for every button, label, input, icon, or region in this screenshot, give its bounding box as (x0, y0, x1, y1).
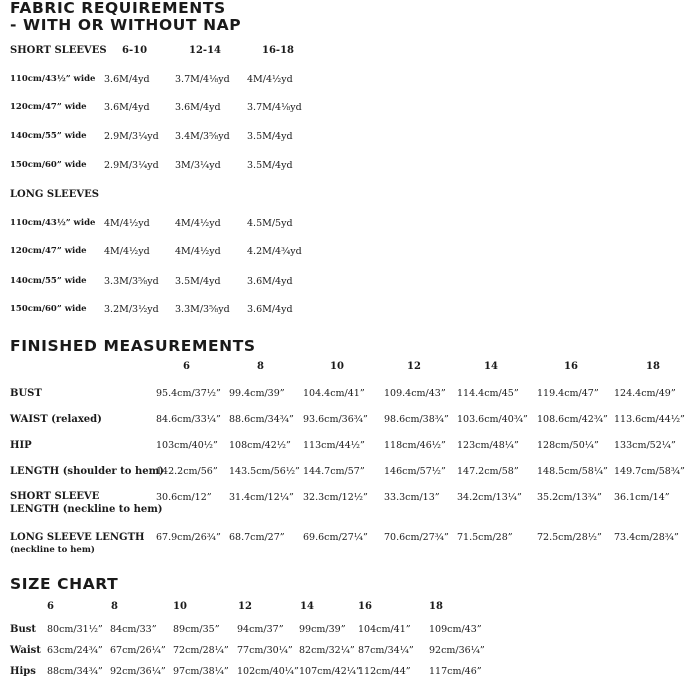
fabric-title-line1: FABRIC REQUIREMENTS (10, 0, 226, 17)
fabric-value: 4M/4½yd (175, 218, 221, 229)
size-chart-value: 80cm/31½” (47, 624, 103, 635)
size-chart-value: 77cm/30¼” (237, 645, 293, 656)
measurement-value: 113cm/44½” (303, 440, 365, 451)
measurement-value: 99.4cm/39” (229, 388, 285, 399)
long-sleeves-label: LONG SLEEVES (10, 189, 100, 200)
measurement-value: 103cm/40½” (156, 440, 218, 451)
size-chart-value: 112cm/44” (358, 666, 411, 677)
measurement-value: 133cm/52¼” (614, 440, 676, 451)
fabric-value: 3.6M/4yd (175, 102, 221, 113)
measurement-value: 69.6cm/27¼” (303, 532, 368, 543)
finished-size-header: 18 (646, 361, 660, 372)
measurement-value: 144.7cm/57” (303, 466, 365, 477)
measurement-value: 93.6cm/36¾” (303, 414, 368, 425)
fabric-value: 3.3M/3⅝yd (175, 304, 230, 315)
measurement-value: 118cm/46½” (384, 440, 446, 451)
measurement-value: 149.7cm/58¾” (614, 466, 685, 477)
measurement-value: 32.3cm/12½” (303, 492, 368, 503)
size-chart-header: 12 (238, 601, 252, 612)
size-chart-value: 97cm/38¼” (173, 666, 229, 677)
size-chart-value: 94cm/37” (237, 624, 284, 635)
measurement-value: 114.4cm/45” (457, 388, 519, 399)
measurement-value: 143.5cm/56½” (229, 466, 300, 477)
measurement-value: 68.7cm/27” (229, 532, 285, 543)
measurement-value: 108cm/42½” (229, 440, 291, 451)
fabric-width-label: 150cm/60” wide (10, 304, 87, 314)
finished-size-header: 8 (257, 361, 264, 372)
measurement-value: 70.6cm/27¾” (384, 532, 449, 543)
measurement-value: 98.6cm/38¾” (384, 414, 449, 425)
measurement-value: 142.2cm/56” (156, 466, 218, 477)
fabric-width-label: 150cm/60” wide (10, 160, 87, 170)
fabric-width-label: 140cm/55” wide (10, 131, 87, 141)
fabric-value: 4.5M/5yd (247, 218, 293, 229)
finished-measurements-title: FINISHED MEASUREMENTS (10, 337, 256, 355)
measurement-value: 35.2cm/13¾” (537, 492, 602, 503)
measurement-sublabel: (neckline to hem) (10, 545, 95, 555)
size-chart-header: 16 (358, 601, 372, 612)
fabric-value: 4M/4½yd (104, 218, 150, 229)
size-chart-value: 107cm/42¼” (299, 666, 361, 677)
measurement-value: 119.4cm/47” (537, 388, 599, 399)
size-chart-value: 99cm/39” (299, 624, 346, 635)
fabric-value: 3.5M/4yd (247, 160, 293, 171)
measurement-value: 108.6cm/42¾” (537, 414, 608, 425)
fabric-size-header: 16-18 (262, 45, 294, 56)
fabric-value: 2.9M/3¼yd (104, 160, 159, 171)
size-chart-value: 92cm/36¼” (429, 645, 485, 656)
finished-size-header: 12 (407, 361, 421, 372)
fabric-value: 4M/4½yd (247, 74, 293, 85)
fabric-width-label: 110cm/43½” wide (10, 218, 96, 228)
fabric-value: 2.9M/3¼yd (104, 131, 159, 142)
size-chart-value: 117cm/46” (429, 666, 482, 677)
measurement-value: 71.5cm/28” (457, 532, 513, 543)
size-chart-value: 104cm/41” (358, 624, 411, 635)
fabric-value: 4M/4½yd (104, 246, 150, 257)
fabric-size-header: 12-14 (189, 45, 221, 56)
fabric-value: 3.4M/3⅝yd (175, 131, 230, 142)
finished-size-header: 14 (484, 361, 498, 372)
measurement-value: 128cm/50¼” (537, 440, 599, 451)
size-chart-label: Bust (10, 624, 36, 635)
finished-size-header: 10 (330, 361, 344, 372)
fabric-width-label: 140cm/55” wide (10, 276, 87, 286)
measurement-label: LENGTH (shoulder to hem) (10, 466, 164, 477)
measurement-label: HIP (10, 440, 32, 451)
measurement-label: LONG SLEEVE LENGTH (10, 532, 145, 543)
fabric-width-label: 120cm/47” wide (10, 102, 87, 112)
size-chart-label: Hips (10, 666, 36, 677)
measurement-label: WAIST (relaxed) (10, 414, 102, 425)
size-chart-value: 89cm/35” (173, 624, 220, 635)
size-chart-title: SIZE CHART (10, 575, 119, 593)
size-chart-value: 88cm/34¾” (47, 666, 103, 677)
measurement-label: BUST (10, 388, 42, 399)
finished-size-header: 16 (564, 361, 578, 372)
measurement-value: 72.5cm/28½” (537, 532, 602, 543)
size-chart-value: 82cm/32¼” (299, 645, 355, 656)
fabric-value: 3M/3¼yd (175, 160, 221, 171)
fabric-value: 4M/4½yd (175, 246, 221, 257)
measurement-value: 124.4cm/49” (614, 388, 676, 399)
measurement-value: 88.6cm/34¾” (229, 414, 294, 425)
measurement-value: 104.4cm/41” (303, 388, 365, 399)
size-chart-value: 84cm/33” (110, 624, 157, 635)
measurement-value: 109.4cm/43” (384, 388, 446, 399)
size-chart-value: 87cm/34¼” (358, 645, 414, 656)
measurement-value: 67.9cm/26¾” (156, 532, 221, 543)
measurement-label: SHORT SLEEVE (10, 491, 100, 502)
size-chart-value: 72cm/28¼” (173, 645, 229, 656)
size-chart-header: 8 (111, 601, 118, 612)
measurement-value: 103.6cm/40¾” (457, 414, 528, 425)
measurement-value: 30.6cm/12” (156, 492, 212, 503)
size-chart-label: Waist (10, 645, 41, 656)
fabric-value: 3.2M/3½yd (104, 304, 159, 315)
measurement-value: 95.4cm/37½” (156, 388, 221, 399)
size-chart-header: 18 (429, 601, 443, 612)
fabric-value: 3.6M/4yd (104, 74, 150, 85)
measurement-value: 113.6cm/44½” (614, 414, 685, 425)
measurement-value: 36.1cm/14” (614, 492, 670, 503)
measurement-value: 123cm/48¼” (457, 440, 519, 451)
finished-size-header: 6 (183, 361, 190, 372)
fabric-value: 3.3M/3⅝yd (104, 276, 159, 287)
size-chart-value: 63cm/24¾” (47, 645, 103, 656)
measurement-value: 31.4cm/12¼” (229, 492, 294, 503)
size-chart-value: 109cm/43” (429, 624, 482, 635)
size-chart-value: 67cm/26¼” (110, 645, 166, 656)
measurement-value: 33.3cm/13” (384, 492, 440, 503)
measurement-value: 84.6cm/33¼” (156, 414, 221, 425)
size-chart-header: 10 (173, 601, 187, 612)
fabric-size-header: 6-10 (122, 45, 148, 56)
size-chart-header: 14 (300, 601, 314, 612)
size-chart-header: 6 (47, 601, 54, 612)
fabric-value: 3.6M/4yd (104, 102, 150, 113)
fabric-value: 4.2M/4¾yd (247, 246, 302, 257)
measurement-value: 146cm/57½” (384, 466, 446, 477)
measurement-value: 147.2cm/58” (457, 466, 519, 477)
measurement-value: 73.4cm/28¾” (614, 532, 679, 543)
measurement-value: 148.5cm/58¼” (537, 466, 608, 477)
size-chart-value: 92cm/36¼” (110, 666, 166, 677)
fabric-value: 3.6M/4yd (247, 276, 293, 287)
fabric-value: 3.6M/4yd (247, 304, 293, 315)
fabric-value: 3.5M/4yd (247, 131, 293, 142)
fabric-value: 3.7M/4⅛yd (247, 102, 302, 113)
size-chart-value: 102cm/40¼” (237, 666, 299, 677)
fabric-width-label: 110cm/43½” wide (10, 74, 96, 84)
short-sleeves-label: SHORT SLEEVES (10, 45, 107, 56)
fabric-title-line2: - WITH OR WITHOUT NAP (10, 16, 242, 34)
fabric-value: 3.7M/4⅛yd (175, 74, 230, 85)
fabric-width-label: 120cm/47” wide (10, 246, 87, 256)
fabric-value: 3.5M/4yd (175, 276, 221, 287)
measurement-value: 34.2cm/13¼” (457, 492, 522, 503)
measurement-label-line2: LENGTH (neckline to hem) (10, 504, 163, 515)
